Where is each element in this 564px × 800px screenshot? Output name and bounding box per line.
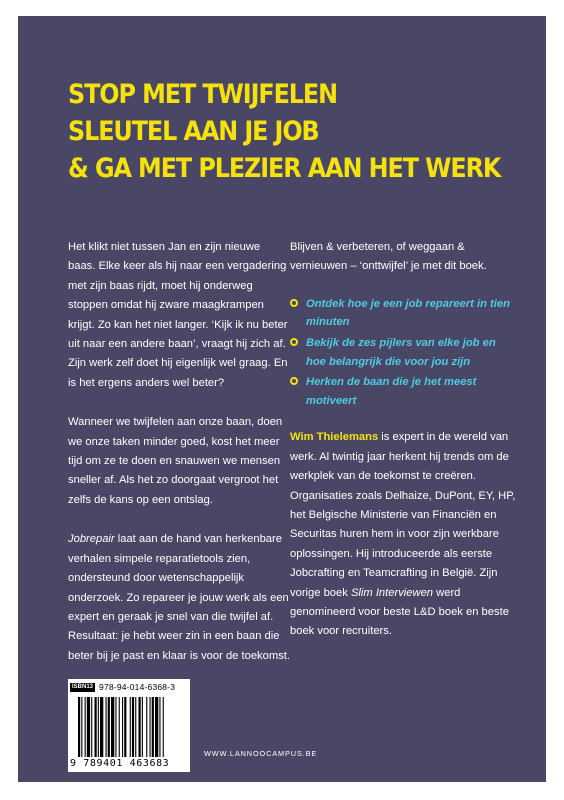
barcode-stripe xyxy=(122,697,123,757)
barcode-stripe xyxy=(159,697,160,757)
barcode-stripe xyxy=(163,697,164,757)
barcode-stripe xyxy=(155,697,158,757)
barcode-stripe xyxy=(139,697,141,757)
headline xyxy=(68,76,501,187)
barcode-bars xyxy=(78,697,182,759)
publisher-website: WWW.LANNOOCAMPUS.BE xyxy=(204,749,318,758)
barcode-stripe xyxy=(106,697,107,757)
barcode-stripe xyxy=(124,697,126,757)
book-description-paragraph xyxy=(68,530,290,666)
barcode-stripe xyxy=(108,697,110,757)
barcode-stripe xyxy=(78,697,80,757)
barcode-stripe xyxy=(142,697,143,757)
isbn-barcode xyxy=(68,679,190,772)
benefit-list xyxy=(290,295,518,411)
author-bio-text-1: is expert in de wereld van werk. Al twintig jaar herkent hij trends om de werkplek van de toekomst te creëren. Organisaties zoals Delhaize, DuPont, EY, HP, het Belgische Ministerie van Financiën en Securitas huren hem in voor zijn werkbare oplossingen. Hij introduceerde als eerste Jobcrafting en Teamcrafting in België. Zijn vorige boek xyxy=(290,431,516,599)
barcode-stripe xyxy=(146,697,147,757)
book-description-text: laat aan de hand van herkenbare verhalen simpele reparatietools zien, ondersteund door wetenschappelijk onderzoek. Zo repareer je jouw werk als een expert en geraak je snel van die twijfel af. Resultaat: je hebt weer zin in een baan die beter bij je past en klaar is voor de toekomst. xyxy=(68,533,290,662)
circle-bullet-icon xyxy=(290,299,298,307)
isbn-label: ISBN13 xyxy=(72,683,94,690)
book-back-cover xyxy=(18,16,546,782)
book-title: Jobrepair xyxy=(68,533,115,546)
author-name: Wim Thielemans xyxy=(290,431,379,444)
barcode-stripe xyxy=(87,697,90,757)
barcode-stripe xyxy=(95,697,97,757)
barcode-digits: 9 789401 463683 xyxy=(70,758,170,769)
headline-line-3: & GA MET PLEZIER AAN HET WERK xyxy=(68,153,501,184)
left-column xyxy=(68,238,290,686)
circle-bullet-icon xyxy=(290,377,298,385)
barcode-stripe xyxy=(100,697,103,757)
author-bio-text-2: werd genomineerd voor beste L&D boek en beste boek voor recruiters. xyxy=(290,586,509,638)
problem-paragraph: Wanneer we twijfelen aan onze baan, doen we onze taken minder goed, kost het meer tijd om ze te doen en snauwen we mensen sneller af. Als het zo doorgaat vergroot het zelfs de kans op een ontslag. xyxy=(68,416,283,506)
previous-book-title: Slim Interviewen xyxy=(350,586,434,599)
lead-paragraph: Blijven & verbeteren, of weggaan & vernieuwen – ‘onttwijfel’ je met dit boek. xyxy=(290,241,487,273)
headline-line-2: SLEUTEL AAN JE JOB xyxy=(68,116,319,147)
barcode-stripe xyxy=(98,697,99,757)
barcode-stripe xyxy=(130,697,131,757)
barcode-stripe xyxy=(111,697,114,757)
list-item: Bekijk de zes pijlers van elke job en hoe belangrijk die voor jou zijn xyxy=(290,334,518,371)
author-bio xyxy=(290,428,518,641)
barcode-stripe xyxy=(91,697,92,757)
barcode-stripe xyxy=(135,697,136,757)
barcode-stripe xyxy=(81,697,82,757)
isbn-row xyxy=(70,682,175,692)
isbn-number: 978-94-014-6368-3 xyxy=(99,682,176,692)
circle-bullet-icon xyxy=(290,338,298,346)
right-column xyxy=(290,238,518,662)
barcode-stripe xyxy=(132,697,134,757)
intro-paragraph: Het klikt niet tussen Jan en zijn nieuwe baas. Elke keer als hij naar een vergadering met zijn baas rijdt, moet hij onderweg stoppen omdat hij zware maagkrampen krijgt. Zo kan het niet langer. ‘Kijk ik nu beter uit naar een andere baan’, vraagt hij zich af. Zijn werk zelf doet hij eigenlijk wel graag. En is het ergens anders wel beter? xyxy=(68,241,288,389)
barcode-stripe xyxy=(150,697,151,757)
barcode-stripe xyxy=(85,697,86,757)
barcode-stripe xyxy=(119,697,120,757)
list-item: Herken de baan die je het meest motiveert xyxy=(290,373,518,410)
headline-line-1: STOP MET TWIJFELEN xyxy=(68,79,338,110)
barcode-stripe xyxy=(115,697,116,757)
barcode-stripe xyxy=(152,697,154,757)
list-item: Ontdek hoe je een job repareert in tien minuten xyxy=(290,295,518,332)
